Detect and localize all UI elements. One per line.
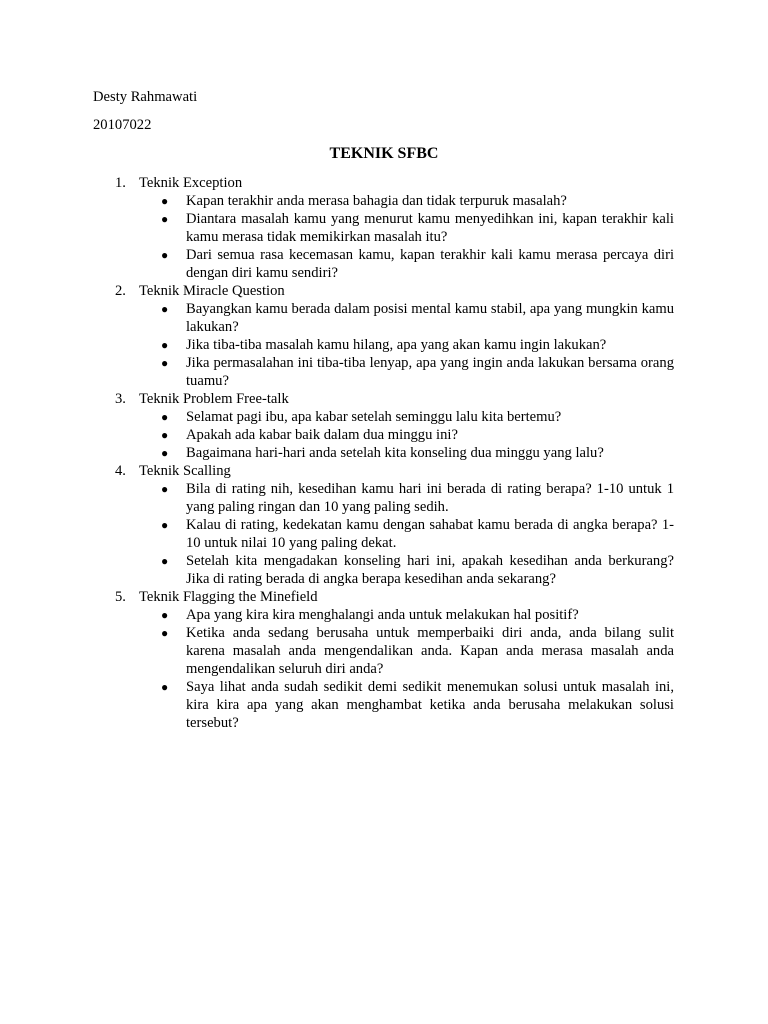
question-text: Diantara masalah kamu yang menurut kamu menyedihkan ini, kapan terakhir kali kamu merasa tidak memikirkan masalah itu? [186,211,674,245]
technique-label: Teknik Miracle Question [139,283,285,299]
question-text: Jika permasalahan ini tiba-tiba lenyap, apa yang ingin anda lakukan bersama orang tuamu? [186,355,674,389]
technique-item [93,174,674,282]
bullet-icon: ● [161,518,169,532]
question-list [93,606,674,732]
question-list [93,480,674,588]
question-text: Jika tiba-tiba masalah kamu hilang, apa yang akan kamu ingin lakukan? [186,337,607,353]
technique-item [93,462,674,588]
technique-label: Teknik Scalling [139,463,231,479]
question-item [93,624,674,678]
bullet-icon: ● [161,248,169,262]
technique-number: 2. [115,283,126,299]
question-text: Ketika anda sedang berusaha untuk memperbaiki diri anda, anda bilang sulit karena masalah anda mengendalikan anda. Kapan anda merasa masalah anda mengendalikan seluruh diri anda? [186,625,674,677]
bullet-icon: ● [161,338,169,352]
question-text: Apakah ada kabar baik dalam dua minggu ini? [186,427,458,443]
author-name: Desty Rahmawati [93,89,198,105]
question-list [93,408,674,462]
bullet-icon: ● [161,608,169,622]
technique-heading [93,390,674,408]
technique-label: Teknik Problem Free-talk [139,391,289,407]
technique-list [93,174,674,732]
question-item [93,336,674,354]
question-item [93,192,674,210]
bullet-icon: ● [161,626,169,640]
technique-label: Teknik Flagging the Minefield [139,589,318,605]
question-text: Dari semua rasa kecemasan kamu, kapan terakhir kali kamu merasa percaya diri dengan diri kamu sendiri? [186,247,674,281]
bullet-icon: ● [161,428,169,442]
bullet-icon: ● [161,680,169,694]
question-text: Selamat pagi ibu, apa kabar setelah seminggu lalu kita bertemu? [186,409,562,425]
bullet-icon: ● [161,356,169,370]
question-text: Setelah kita mengadakan konseling hari ini, apakah kesedihan anda berkurang? Jika di rating berada di angka berapa kesedihan anda sekarang? [186,553,674,587]
bullet-icon: ● [161,212,169,226]
technique-item [93,282,674,390]
question-item [93,354,674,390]
question-item [93,408,674,426]
question-text: Kapan terakhir anda merasa bahagia dan tidak terpuruk masalah? [186,193,567,209]
bullet-icon: ● [161,194,169,208]
technique-number: 4. [115,463,126,479]
question-item [93,678,674,732]
bullet-icon: ● [161,302,169,316]
question-text: Saya lihat anda sudah sedikit demi sedikit menemukan solusi untuk masalah ini, kira kira apa yang akan menghambat ketika anda berusaha melakukan solusi tersebut? [186,679,674,731]
question-list [93,300,674,390]
bullet-icon: ● [161,410,169,424]
technique-label: Teknik Exception [139,175,243,191]
question-item [93,246,674,282]
question-text: Bagaimana hari-hari anda setelah kita konseling dua minggu yang lalu? [186,445,604,461]
technique-number: 3. [115,391,126,407]
question-text: Kalau di rating, kedekatan kamu dengan sahabat kamu berada di angka berapa? 1-10 untuk nilai 10 yang paling dekat. [186,517,674,551]
question-item [93,426,674,444]
technique-item [93,588,674,732]
question-item [93,606,674,624]
technique-item [93,390,674,462]
question-list [93,192,674,282]
technique-number: 5. [115,589,126,605]
question-item [93,210,674,246]
question-item [93,444,674,462]
bullet-icon: ● [161,554,169,568]
technique-number: 1. [115,175,126,191]
question-item [93,552,674,588]
question-text: Apa yang kira kira menghalangi anda untuk melakukan hal positif? [186,607,579,623]
technique-heading [93,282,674,300]
question-text: Bayangkan kamu berada dalam posisi mental kamu stabil, apa yang mungkin kamu lakukan? [186,301,674,335]
document-title: TEKNIK SFBC [329,145,439,162]
question-text: Bila di rating nih, kesedihan kamu hari ini berada di rating berapa? 1-10 untuk 1 yang paling ringan dan 10 yang paling sedih. [186,481,674,515]
question-item [93,516,674,552]
student-id: 20107022 [93,117,152,133]
technique-heading [93,174,674,192]
technique-heading [93,588,674,606]
technique-heading [93,462,674,480]
bullet-icon: ● [161,482,169,496]
question-item [93,300,674,336]
bullet-icon: ● [161,446,169,460]
question-item [93,480,674,516]
